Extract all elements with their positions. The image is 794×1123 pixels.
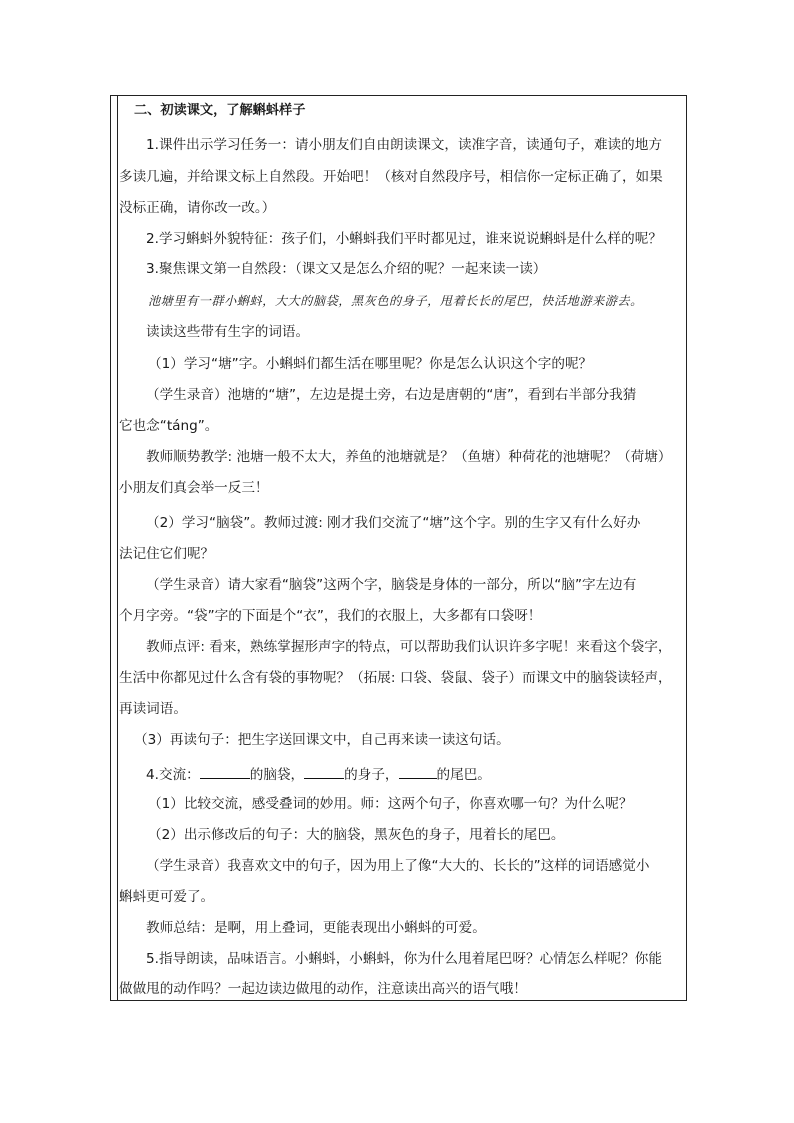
paragraph-line: （1）比较交流，感受叠词的妙用。师：这两个句子，你喜欢哪一句？为什么呢？ [148,796,633,812]
paragraph-line: 没标正确，请你改一改。） [119,200,276,216]
paragraph-line: （1）学习“塘”字。小蝌蚪们都生活在哪里呢？你是怎么认识这个字的呢？ [148,356,593,372]
fill-in-blank[interactable] [399,764,437,779]
fill-in-label: 4.交流： [146,767,200,783]
fill-in-text: 的脑袋， [249,767,305,783]
paragraph-line: （2）出示修改后的句子：大的脑袋，黑灰色的身子，甩着长的尾巴。 [148,827,565,843]
paragraph-line: 教师顺势教学: 池塘一般不太大，养鱼的池塘就是？（鱼塘）种荷花的池塘呢？（荷塘） [146,449,672,465]
quoted-passage: 池塘里有一群小蝌蚪，大大的脑袋，黑灰色的身子，甩着长长的尾巴，快活地游来游去。 [148,294,643,308]
paragraph-line: 2.学习蝌蚪外貌特征：孩子们，小蝌蚪我们平时都见过，谁来说说蝌蚪是什么样的呢？ [146,231,662,247]
fill-in-text: 的尾巴。 [436,767,491,783]
paragraph-line: （学生录音）我喜欢文中的句子，因为用上了像“大大的、长长的”这样的词语感觉小 [146,858,650,874]
paragraph-line: 教师总结：是啊，用上叠词，更能表现出小蝌蚪的可爱。 [146,920,486,936]
paragraph-line: 5.指导朗读，品味语言。小蝌蚪，小蝌蚪，你为什么甩着尾巴呀？心情怎么样呢？你能 [146,951,662,967]
paragraph-line: 1.课件出示学习任务一：请小朋友们自由朗读课文，读准字音，读通句子，难读的地方 [146,137,662,153]
paragraph-line: 小朋友们真会举一反三！ [119,480,269,496]
paragraph-line: （2）学习“脑袋”。教师过渡: 刚才我们交流了“塘”这个字。别的生字又有什么好办 [146,515,641,531]
paragraph-line: 读读这些带有生字的词语。 [146,324,310,340]
paragraph-line: 多读几遍，并给课文标上自然段。开始吧！（核对自然段序号，相信你一定标正确了，如果 [119,169,663,185]
paragraph-line: 3.聚焦课文第一自然段：（课文又是怎么介绍的呢？一起来读一读） [146,261,547,277]
paragraph-line: 个月字旁。“袋”字的下面是个“衣”，我们的衣服上，大多都有口袋呀！ [119,608,542,624]
fill-in-line [146,764,711,784]
paragraph-line: （学生录音）请大家看“脑袋”这两个字，脑袋是身体的一部分，所以“脑”字左边有 [146,577,637,593]
paragraph-line: （学生录音）池塘的“塘”，左边是提土旁，右边是唐朝的“唐”，看到右半部分我猜 [146,387,637,403]
paragraph-line: 再读词语。 [119,701,187,717]
fill-in-blank[interactable] [304,764,344,779]
paragraph-line: 它也念“táng”。 [119,418,219,434]
table-inner-border [117,95,118,1001]
paragraph-line: 法记住它们呢？ [119,546,215,562]
fill-in-blank[interactable] [200,764,250,779]
fill-in-text: 的身子， [344,767,399,783]
paragraph-line: 教师点评: 看来，熟练掌握形声字的特点，可以帮助我们认识许多字呢！来看这个袋字， [146,639,672,655]
paragraph-line: （3）再读句子：把生字送回课文中，自己再来读一读这句话。 [134,732,510,748]
paragraph-line: 生活中你都见过什么含有袋的事物呢？（拓展: 口袋、袋鼠、袋子）而课文中的脑袋读轻声， [119,670,672,686]
section-title: 二、初读课文，了解蝌蚪样子 [134,103,306,118]
table-left-border [110,95,111,1001]
paragraph-line: 做做甩的动作吗？一起边读边做甩的动作，注意读出高兴的语气哦！ [119,981,527,997]
paragraph-line: 蝌蚪更可爱了。 [119,889,215,905]
